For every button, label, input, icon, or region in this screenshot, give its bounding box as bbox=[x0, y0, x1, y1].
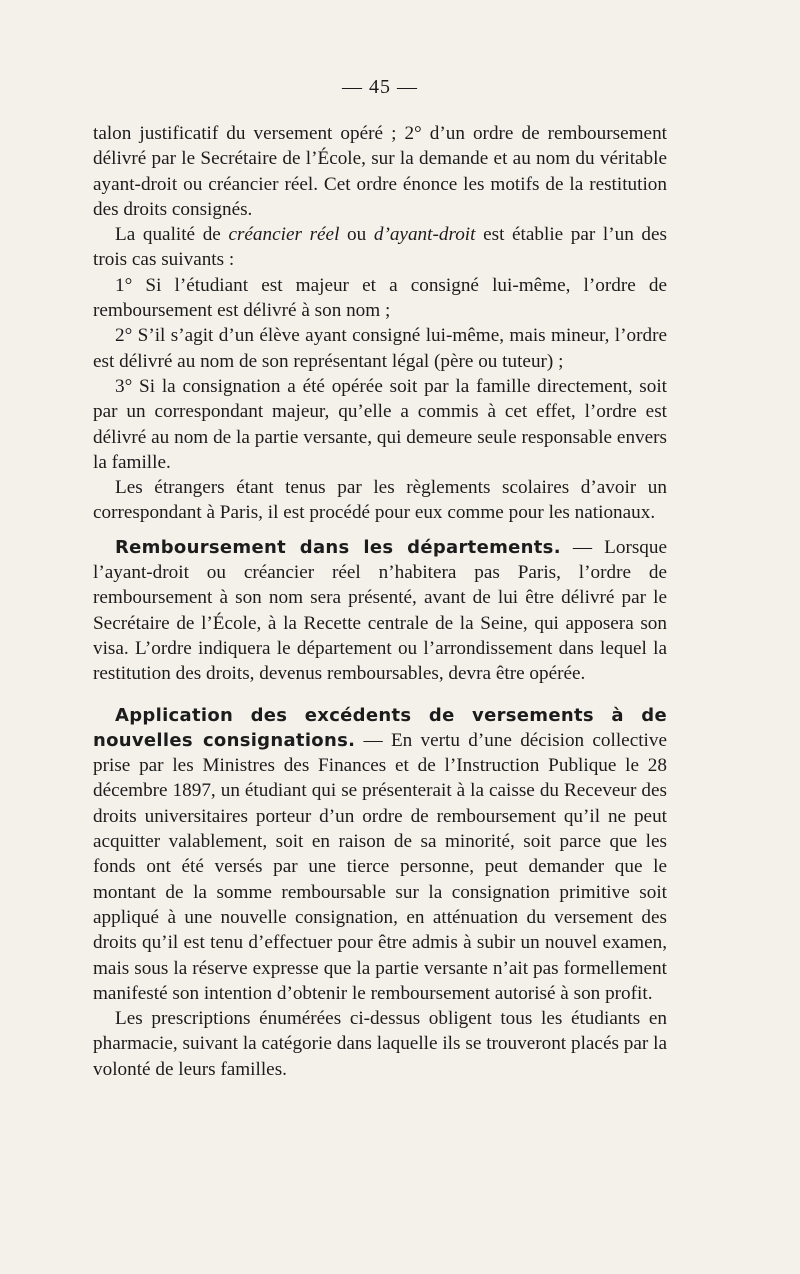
section-remboursement-departements bbox=[93, 535, 667, 687]
closing-paragraph: Les prescriptions énumérées ci-dessus obligent tous les étudiants en pharmacie, suivant la catégorie dans laquelle ils se trouveront placés par la volonté de leurs familles. bbox=[93, 1008, 667, 1080]
paragraph-qualite-text-1: La qualité de bbox=[115, 224, 229, 246]
case-3-paragraph: 3° Si la consignation a été opérée soit par la famille directement, soit par un correspondant majeur, qu’elle a commis à cet effet, l’ordre est délivré au nom de la partie versante, qui demeure seule responsable envers la famille. bbox=[93, 375, 667, 473]
paragraph-intro: talon justificatif du versement opéré ; 2° d’un ordre de remboursement délivré par le Secrétaire de l’École, sur la demande et au nom du véritable ayant-droit ou créancier réel. Cet ordre énonce les motifs de la restitution des droits consignés. bbox=[93, 123, 667, 220]
foreigners-paragraph: Les étrangers étant tenus par les règlements scolaires d’avoir un correspondant à Paris, il est procédé pour eux comme pour les nationaux. bbox=[93, 477, 667, 524]
case-1-paragraph: 1° Si l’étudiant est majeur et a consigné lui-même, l’ordre de remboursement est délivré à son nom ; bbox=[93, 274, 667, 322]
page-number: — 45 — bbox=[342, 76, 418, 98]
paragraph-qualite-text-2: ou bbox=[339, 224, 374, 246]
document-page bbox=[93, 76, 667, 1082]
paragraph-qualite-text-3: est établie par l’un des trois cas suivants : bbox=[93, 224, 668, 271]
paragraph-qualite bbox=[93, 222, 667, 273]
term-creancier-reel: créancier réel bbox=[228, 224, 340, 246]
section-1-heading: Remboursement dans les départements. bbox=[115, 536, 561, 558]
term-ayant-droit: d’ayant-droit bbox=[373, 224, 476, 246]
case-2-paragraph: 2° S’il s’agit d’un élève ayant consigné lui-même, mais mineur, l’ordre est délivré au nom de son représentant légal (père ou tuteur) ; bbox=[93, 325, 667, 372]
section-1-text: — Lorsque l’ayant-droit ou créancier réel n’habitera pas Paris, l’ordre de remboursement à son nom sera présenté, avant de lui être délivré par le Secrétaire de l’École, à la Recette centrale de la Seine, qui apposera son visa. L’ordre indiquera le département ou l’arrondissement dans lequel la restitution des droits, devenus remboursables, devra être opérée. bbox=[93, 536, 668, 685]
section-2-heading: Application des excédents de versements à de nouvelles consignations. bbox=[93, 704, 667, 751]
section-2-paragraph bbox=[93, 703, 667, 1007]
section-application-excedents bbox=[93, 703, 667, 1082]
section-2-text: — En vertu d’une décision collective prise par les Ministres des Finances et de l’Instruction Publique le 28 décembre 1897, un étudiant qui se présenterait à la caisse du Receveur des droits universitaires porteur d’un ordre de remboursement qu’il ne peut acquitter valablement, soit en raison de sa minorité, soit parce que les fonds ont été versés par une tierce personne, peut demander que le montant de la somme remboursable sur la consignation primitive soit appliqué à une nouvelle consignation, en atténuation du versement des droits qu’il est tenu d’effectuer pour être admis à subir un nouvel examen, mais sous la réserve expresse que la partie versante n’ait pas formellement manifesté son intention d’obtenir le remboursement autorisé à son profit. bbox=[93, 729, 667, 1004]
section-1-paragraph bbox=[93, 535, 667, 687]
